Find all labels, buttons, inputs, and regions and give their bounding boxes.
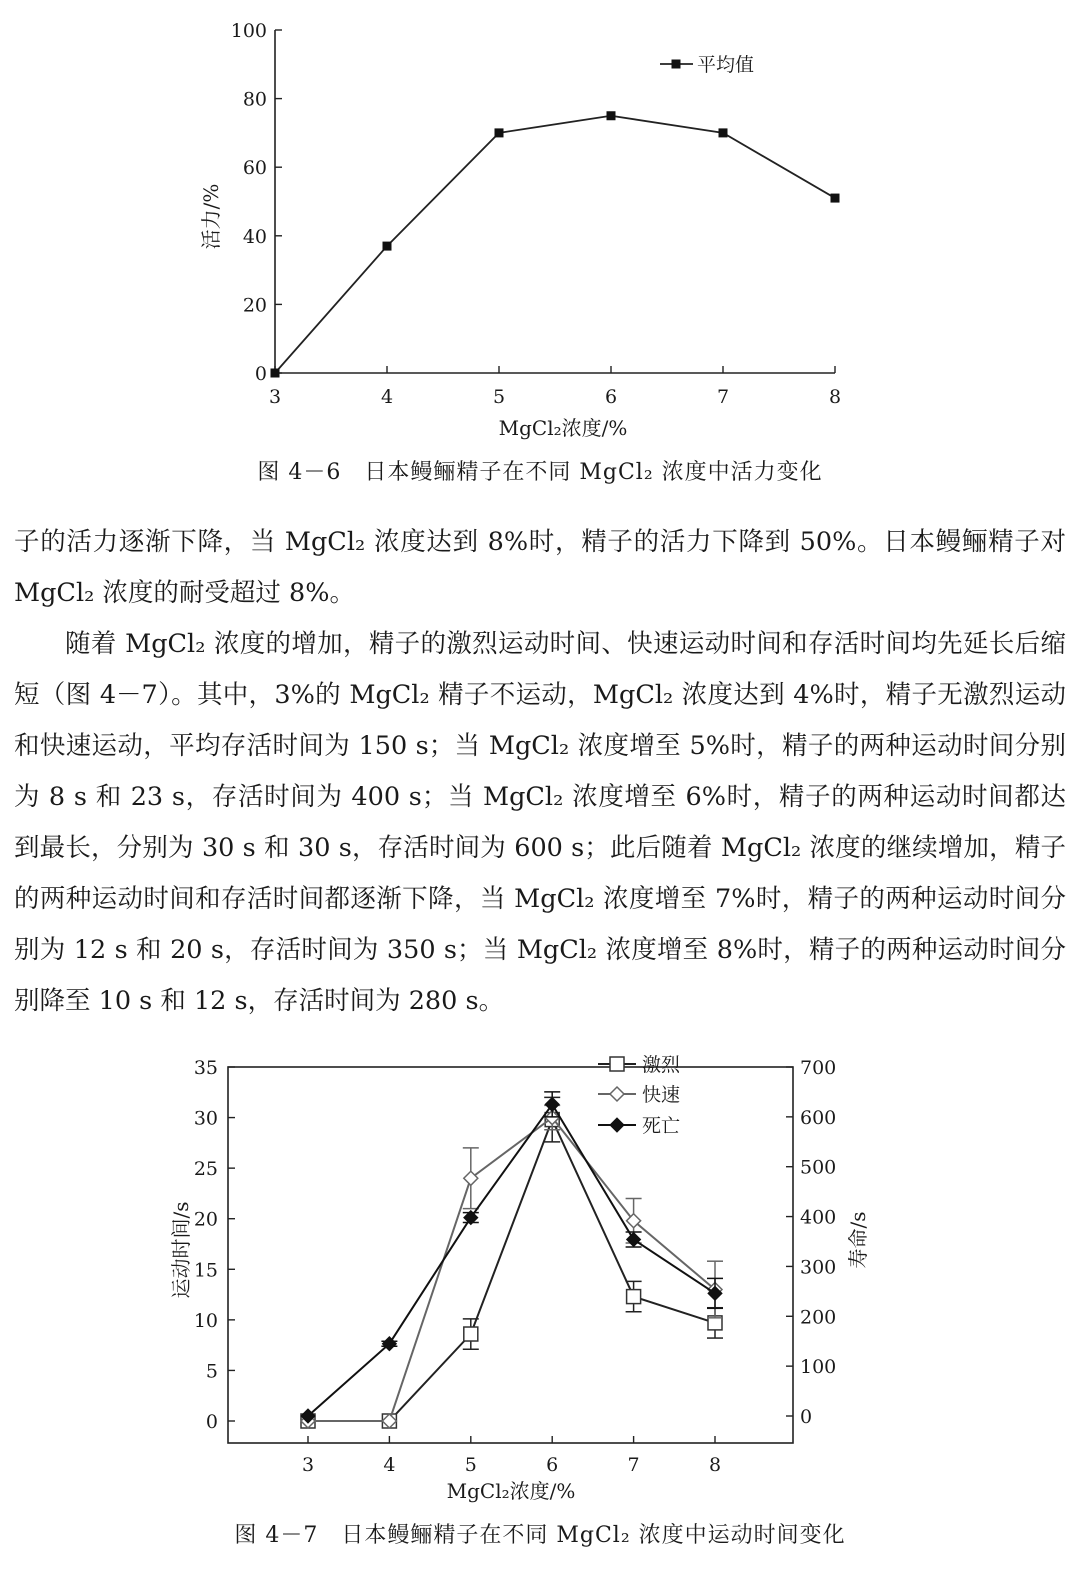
y-left-tick-label: 0 bbox=[205, 1411, 218, 1433]
x-tick-label: 3 bbox=[268, 386, 282, 408]
body-text bbox=[14, 517, 1066, 1027]
x-axis-label: MgCl₂浓度/% bbox=[446, 1479, 576, 1503]
series-line-intense bbox=[308, 1120, 715, 1421]
y-left-tick-label: 20 bbox=[193, 1208, 218, 1231]
legend-label-intense: 激烈 bbox=[642, 1054, 681, 1076]
y-right-tick-label: 300 bbox=[800, 1256, 837, 1279]
paragraph-2: 随着 MgCl₂ 浓度的增加，精子的激烈运动时间、快速运动时间和存活时间均先延长后缩短（图 4－7）。其中，3%的 MgCl₂ 精子不运动，MgCl₂ 浓度达到 4%时，精子无激烈运动和快速运动，平均存活时间为 150 s；当 MgCl₂ 浓度增至 5%时，精子的两种运动时间分别为 8 s 和 23 s，存活时间为 400 s；当 MgCl₂ 浓度增至 6%时，精子的两种运动时间都达到最长，分别为 30 s 和 30 s，存活时间为 600 s；此后随着 MgCl₂ 浓度的继续增加，精子的两种运动时间和存活时间都逐渐下降，当 MgCl₂ 浓度增至 7%时，精子的两种运动时间分别为 12 s 和 20 s，存活时间为 350 s；当 MgCl₂ 浓度增至 8%时，精子的两种运动时间分别降至 10 s 和 12 s，存活时间为 280 s。 bbox=[14, 629, 1066, 1016]
data-point-intense bbox=[464, 1327, 478, 1341]
x-tick-label: 7 bbox=[627, 1454, 640, 1476]
x-tick-label: 4 bbox=[380, 386, 394, 408]
y-right-tick-label: 500 bbox=[800, 1156, 837, 1179]
legend-marker-mean bbox=[672, 60, 681, 69]
x-tick-label: 8 bbox=[828, 386, 842, 408]
y-tick-label: 80 bbox=[242, 88, 267, 111]
fig7-plot bbox=[301, 1054, 723, 1428]
y-left-tick-label: 35 bbox=[193, 1057, 218, 1079]
fig6-axes bbox=[199, 20, 841, 440]
x-tick-label: 3 bbox=[301, 1454, 315, 1476]
data-point-death bbox=[627, 1233, 641, 1247]
legend-label-mean: 平均值 bbox=[697, 54, 755, 76]
y-left-tick-label: 10 bbox=[193, 1309, 218, 1332]
y-left-tick-label: 30 bbox=[193, 1107, 218, 1130]
fig7-axes bbox=[169, 1057, 870, 1503]
x-tick-label: 5 bbox=[492, 386, 506, 408]
y-right-tick-label: 700 bbox=[800, 1057, 837, 1079]
y-right-tick-label: 600 bbox=[800, 1106, 837, 1129]
y-tick-label: 20 bbox=[242, 294, 267, 317]
figure-4-6-chart bbox=[0, 0, 1080, 460]
figure-4-7-caption: 图 4－7 日本鳗鲡精子在不同 MgCl₂ 浓度中运动时间变化 bbox=[234, 1523, 846, 1548]
legend-label-fast: 快速 bbox=[642, 1084, 681, 1106]
data-point-mean bbox=[831, 194, 840, 203]
legend-marker-fast bbox=[610, 1087, 624, 1101]
x-tick-label: 4 bbox=[383, 1454, 396, 1476]
legend-marker-death bbox=[610, 1118, 624, 1132]
x-tick-label: 7 bbox=[716, 386, 730, 408]
y-right-tick-label: 100 bbox=[800, 1356, 837, 1379]
legend-marker-intense bbox=[610, 1057, 624, 1071]
data-point-mean bbox=[607, 111, 616, 120]
paragraph-1: 子的活力逐渐下降，当 MgCl₂ 浓度达到 8%时，精子的活力下降到 50%。日本鳗鲡精子对 MgCl₂ 浓度的耐受超过 8%。 bbox=[14, 527, 1066, 608]
y-left-tick-label: 25 bbox=[193, 1158, 218, 1181]
y-right-axis-label: 寿命/s bbox=[846, 1211, 870, 1269]
x-axis-label: MgCl₂浓度/% bbox=[498, 416, 628, 440]
x-tick-label: 8 bbox=[708, 1454, 722, 1476]
data-point-death bbox=[545, 1097, 559, 1111]
data-point-intense bbox=[627, 1290, 641, 1304]
y-tick-label: 100 bbox=[230, 20, 267, 42]
series-line-fast bbox=[308, 1118, 715, 1421]
data-point-mean bbox=[271, 369, 280, 378]
data-point-mean bbox=[383, 242, 392, 251]
y-axis-label: 活力/% bbox=[199, 183, 223, 250]
legend-label-death: 死亡 bbox=[642, 1115, 681, 1137]
figure-4-7-chart bbox=[0, 1040, 1080, 1515]
x-tick-label: 6 bbox=[604, 386, 618, 408]
y-tick-label: 0 bbox=[254, 363, 267, 385]
y-right-tick-label: 0 bbox=[800, 1406, 813, 1428]
data-point-mean bbox=[719, 128, 728, 137]
y-right-tick-label: 400 bbox=[800, 1206, 837, 1229]
y-left-tick-label: 5 bbox=[205, 1360, 218, 1383]
y-tick-label: 60 bbox=[242, 157, 267, 180]
y-left-axis-label: 运动时间/s bbox=[169, 1201, 193, 1299]
fig6-plot bbox=[271, 54, 840, 378]
y-tick-label: 40 bbox=[242, 225, 267, 248]
series-line-death bbox=[308, 1104, 715, 1416]
x-tick-label: 6 bbox=[546, 1454, 559, 1476]
figure-4-6-caption: 图 4－6 日本鳗鲡精子在不同 MgCl₂ 浓度中活力变化 bbox=[257, 460, 823, 485]
plot-frame bbox=[228, 1067, 793, 1443]
y-right-tick-label: 200 bbox=[800, 1306, 837, 1329]
x-tick-label: 5 bbox=[464, 1454, 477, 1476]
data-point-mean bbox=[495, 128, 504, 137]
y-left-tick-label: 15 bbox=[193, 1259, 218, 1282]
series-line-mean bbox=[275, 116, 835, 373]
